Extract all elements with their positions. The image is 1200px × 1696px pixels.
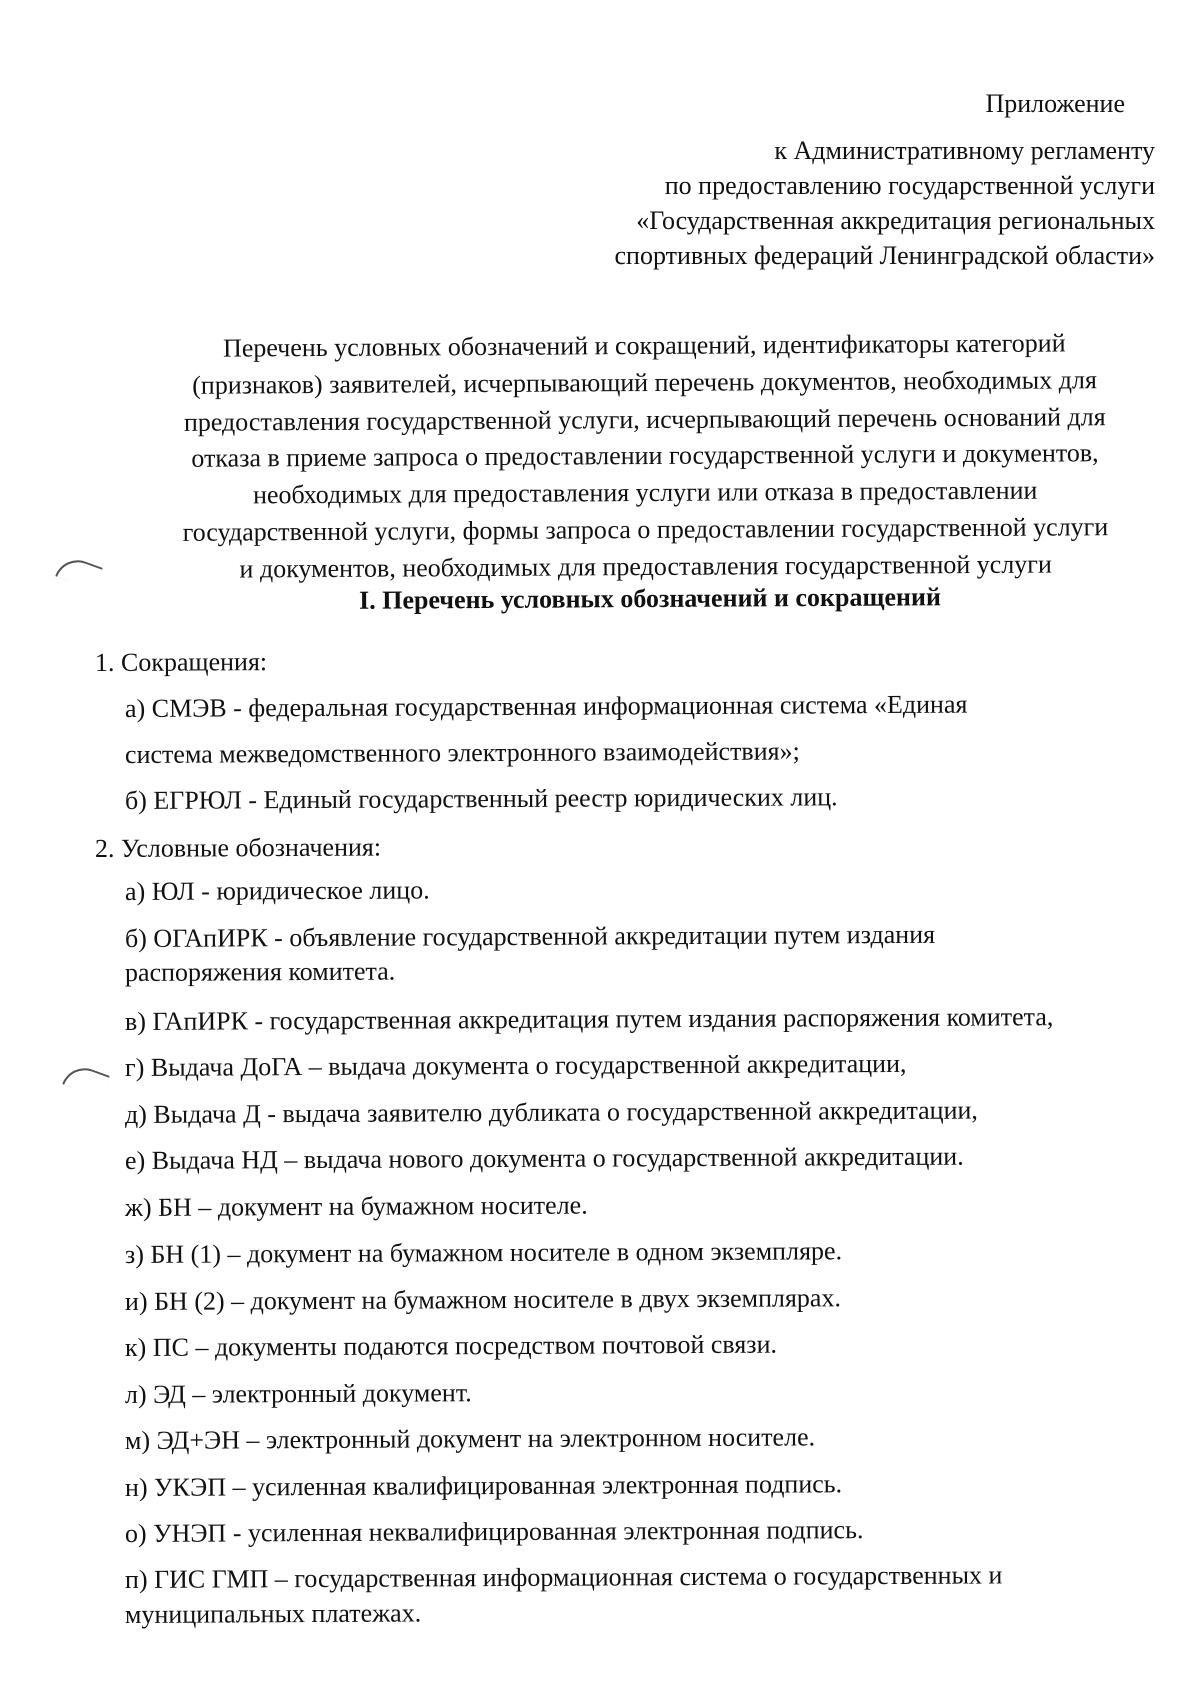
list-item: распоряжения комитета. bbox=[124, 956, 396, 987]
list-item: з) БН (1) – документ на бумажном носителе в одном экземпляре. bbox=[124, 1236, 843, 1269]
list-item: к) ПС – документы подаются посредством почтовой связи. bbox=[124, 1329, 778, 1362]
section-heading: I. Перечень условных обозначений и сокращений bbox=[359, 582, 941, 615]
margin-mark bbox=[62, 1062, 110, 1099]
list-item: е) Выдача НД – выдача нового документа о государственной аккредитации. bbox=[124, 1141, 964, 1175]
title-line: Перечень условных обозначений и сокращений, идентификаторы категорий bbox=[222, 328, 1066, 363]
appendix-line: спортивных федераций Ленинградской области» bbox=[614, 241, 1155, 270]
list-item: д) Выдача Д - выдача заявителю дубликата о государственной аккредитации, bbox=[124, 1095, 978, 1129]
list-item: м) ЭД+ЭН – электронный документ на электронном носителе. bbox=[124, 1422, 816, 1455]
list-item: муниципальных платежах. bbox=[124, 1598, 422, 1629]
list-item: о) УНЭП - усиленная неквалифицированная электронная подпись. bbox=[124, 1515, 864, 1548]
list-item: н) УКЭП – усиленная квалифицированная электронная подпись. bbox=[124, 1469, 843, 1502]
list-item: б) ЕГРЮЛ - Единый государственный реестр юридических лиц. bbox=[124, 782, 838, 815]
title-line: предоставления государственной услуги, исчерпывающий перечень оснований для bbox=[183, 401, 1106, 437]
appendix-header bbox=[615, 86, 1156, 273]
appendix-line: «Государственная аккредитация региональных bbox=[636, 206, 1155, 235]
list-item: а) СМЭВ - федеральная государственная информационная система «Единая bbox=[124, 689, 968, 723]
list-item: л) ЭД – электронный документ. bbox=[124, 1378, 472, 1409]
list-item: в) ГАпИРК - государственная аккредитация путем издания распоряжения комитета, bbox=[124, 1002, 1054, 1036]
appendix-label: Приложение bbox=[985, 89, 1125, 118]
title-line: отказа в приеме запроса о предоставлении государственной услуги и документов, bbox=[191, 438, 1099, 474]
margin-mark bbox=[55, 554, 103, 591]
list-item: и) БН (2) – документ на бумажном носителе в двух экземплярах. bbox=[124, 1283, 842, 1316]
title-line: необходимых для предоставления услуги или отказа в предоставлении bbox=[252, 475, 1038, 510]
list-item: г) Выдача ДоГА – выдача документа о государственной аккредитации, bbox=[124, 1048, 907, 1082]
list-item: п) ГИС ГМП – государственная информационная система о государственных и bbox=[124, 1560, 1003, 1594]
list-item: б) ОГАпИРК - объявление государственной аккредитации путем издания bbox=[124, 919, 936, 953]
appendix-line: по предоставлению государственной услуги bbox=[664, 171, 1155, 200]
list-heading: 2. Условные обозначения: bbox=[94, 832, 382, 863]
title-line: и документов, необходимых для предоставления государственной услуги bbox=[239, 549, 1052, 584]
appendix-line: к Административному регламенту bbox=[774, 136, 1155, 165]
title-line: (признаков) заявителей, исчерпывающий перечень документов, необходимых для bbox=[192, 365, 1097, 400]
list-item: ж) БН – документ на бумажном носителе. bbox=[124, 1190, 588, 1222]
list-heading: 1. Сокращения: bbox=[94, 647, 268, 677]
document-title bbox=[124, 325, 1166, 589]
list-item: а) ЮЛ - юридическое лицо. bbox=[124, 875, 430, 906]
title-line: государственной услуги, формы запроса о предоставлении государственной услуги bbox=[182, 512, 1109, 547]
list-item: система межведомственного электронного взаимодействия»; bbox=[124, 736, 800, 769]
